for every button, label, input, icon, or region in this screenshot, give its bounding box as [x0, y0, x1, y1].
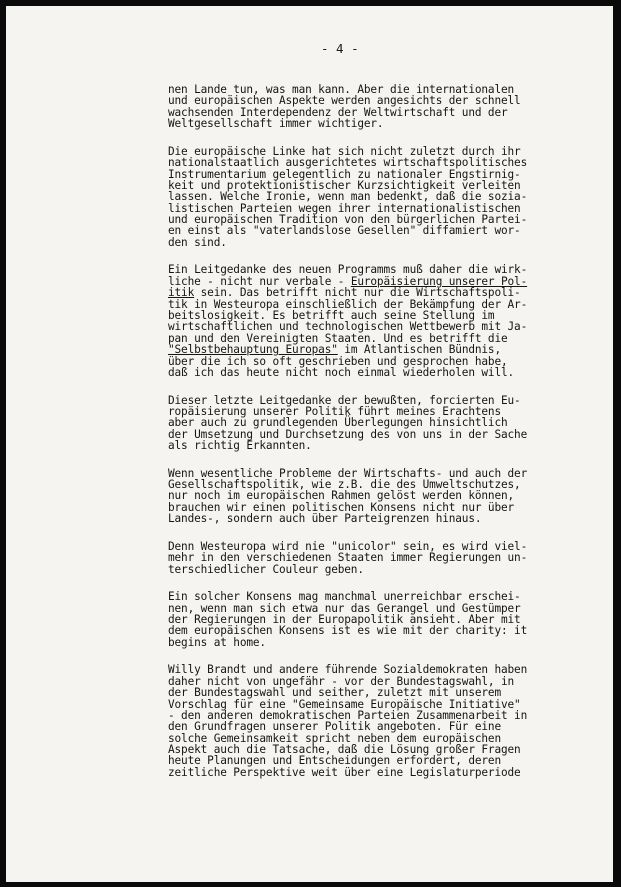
text-line: terschiedlicher Couleur geben. [168, 562, 364, 576]
text-line: Dieser letzte Leitgedanke der bewußten, forcierten Eu- [168, 393, 521, 407]
text-line: en einst als "vaterlandslose Gesellen" diffamiert wor- [168, 224, 521, 238]
text-line: über die ich so oft geschrieben und gesprochen habe, [168, 354, 508, 368]
text-line: Gesellschaftspolitik, wie z.B. die des Umweltschutzes, [168, 478, 521, 492]
text-line: der Bundestagswahl und seither, zuletzt mit unserem [168, 686, 501, 700]
text-line: Aspekt auch die Tatsache, daß die Lösung großer Fragen [168, 743, 521, 757]
text-line: - den anderen demokratischen Parteien Zusammenarbeit in [168, 708, 528, 722]
text-line: beitslosigkeit. Es betrifft auch seine Stellung im [168, 309, 495, 323]
paragraph [168, 591, 527, 648]
text-line: begins at home. [168, 635, 266, 649]
text-line: und europäischen Tradition von den bürgerlichen Partei- [168, 213, 528, 227]
text-line: aber auch zu grundlegenden Überlegungen hinsichtlich [168, 416, 508, 430]
text-line: dem europäischen Konsens ist es wie mit der charity: it [168, 624, 528, 638]
text-line: nen Lande tun, was man kann. Aber die internationalen [168, 83, 515, 96]
text-line: keit und protektionistischer Kurzsichtigkeit verleiten [168, 178, 521, 192]
text-line: den Grundfragen unserer Politik angeboten. Für eine [168, 720, 501, 734]
text-line: Willy Brandt und andere führende Sozialdemokraten haben [168, 663, 528, 677]
text-line: der Umsetzung und Durchsetzung des von uns in der Sache [168, 427, 528, 441]
text-line: "Selbstbehauptung Europas" im Atlantischen Bündnis, [168, 343, 501, 357]
page-number: - 4 - [321, 41, 359, 56]
text-line: der Regierungen in der Europapolitik ansieht. Aber mit [168, 612, 521, 626]
text-line: brauchen wir einen politischen Konsens nicht nur über [168, 500, 515, 514]
text-line: ropäisierung unserer Politik führt meines Erachtens [168, 404, 501, 418]
document-page [6, 6, 613, 882]
text-line: listischen Parteien wegen ihrer internationalistischen [168, 201, 521, 215]
text-line: Die europäische Linke hat sich nicht zuletzt durch ihr [168, 144, 521, 158]
text-line: wachsenden Interdependenz der Weltwirtschaft und der [168, 105, 508, 119]
paragraph [168, 541, 527, 575]
text-line: Ein solcher Konsens mag manchmal unerreichbar erschei- [168, 590, 521, 604]
text-line: Wenn wesentliche Probleme der Wirtschafts- und auch der [168, 466, 528, 480]
text-line: daher nicht von ungefähr - vor der Bundestagswahl, in [168, 674, 515, 688]
text-line: Vorschlag für eine "Gemeinsame Europäische Initiative" [168, 697, 521, 711]
paragraph [168, 264, 527, 378]
paragraph [168, 664, 527, 778]
text-line: Landes-, sondern auch über Parteigrenzen hinaus. [168, 512, 482, 526]
text-line: als richtig Erkannten. [168, 439, 312, 453]
text-line: mehr in den verschiedenen Staaten immer Regierungen un- [168, 551, 528, 565]
text-line: heute Planungen und Entscheidungen erfordert, deren [168, 754, 501, 768]
text-line: lassen. Welche Ironie, wenn man bedenkt, daß die soziа- [168, 190, 528, 204]
paragraph [168, 146, 527, 249]
text-line: pan und den Vereinigten Staaten. Und es betrifft die [168, 331, 508, 345]
text-line: und europäischen Aspekte werden angesichts der schnell [168, 94, 521, 108]
text-line: den sind. [168, 235, 227, 249]
text-line: solche Gemeinsamkeit spricht neben dem europäischen [168, 731, 501, 745]
text-line: Instrumentarium gelegentlich zu nationaler Engstirnig- [168, 167, 521, 181]
text-line: zeitliche Perspektive weit über eine Legislaturperiode [168, 765, 521, 779]
text-line: daß ich das heute nicht noch einmal wiederholen will. [168, 365, 515, 379]
text-line: tik in Westeuropa einschließlich der Bekämpfung der Ar- [168, 297, 528, 311]
paragraph [168, 468, 527, 525]
text-line: Ein Leitgedanke des neuen Programms muß daher die wirk- [168, 263, 528, 277]
text-line: Weltgesellschaft immer wichtiger. [168, 117, 384, 131]
text-line: Denn Westeuropa wird nie "unicolor" sein, es wird viel- [168, 539, 528, 553]
text-line: nur noch im europäischen Rahmen gelöst werden können, [168, 489, 515, 503]
text-line: liche - nicht nur verbale - Europäisierung unserer Pol- [168, 274, 528, 288]
paragraph [168, 84, 527, 130]
paragraph [168, 395, 527, 452]
text-line: nationalstaatlich ausgerichtetes wirtschaftspolitisches [168, 156, 528, 170]
text-line: wirtschaftlichen und technologischen Wettbewerb mit Ja- [168, 320, 528, 334]
text-line: itik sein. Das betrifft nicht nur die Wirtschaftspoli- [168, 286, 521, 300]
body-text [168, 84, 527, 794]
text-line: nen, wenn man sich etwa nur das Gerangel und Gestümper [168, 601, 521, 615]
